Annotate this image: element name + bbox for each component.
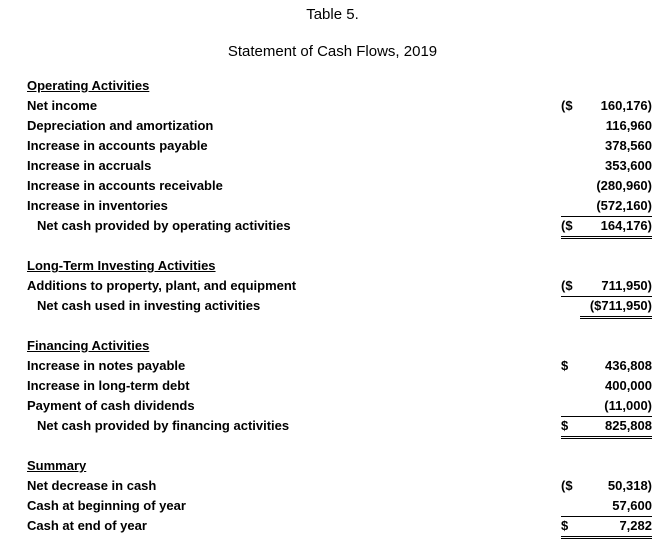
row-amount xyxy=(561,478,652,496)
row-amount xyxy=(561,178,652,196)
table-row xyxy=(0,378,665,398)
row-label: Additions to property, plant, and equipment xyxy=(27,278,297,293)
row-amount xyxy=(561,358,652,376)
table-row xyxy=(0,478,665,498)
amount-value: 160,176) xyxy=(600,98,652,113)
row-label: Increase in inventories xyxy=(27,198,168,213)
row-label: Payment of cash dividends xyxy=(27,398,195,413)
table-row xyxy=(0,138,665,158)
section-heading-row xyxy=(0,258,665,278)
row-label: Cash at beginning of year xyxy=(27,498,186,513)
total-amount xyxy=(561,518,652,539)
row-amount xyxy=(561,118,652,136)
row-amount-underlined xyxy=(561,398,652,417)
total-label: Net cash provided by operating activities xyxy=(37,218,291,233)
currency-symbol: $ xyxy=(561,518,569,533)
currency-symbol: $ xyxy=(561,418,569,433)
amount-value: 164,176) xyxy=(600,218,652,233)
section-heading: Long-Term Investing Activities xyxy=(27,258,216,273)
row-label: Increase in accounts receivable xyxy=(27,178,223,193)
currency-symbol: ($ xyxy=(561,98,573,113)
row-label: Cash at end of year xyxy=(27,518,147,533)
row-label: Increase in notes payable xyxy=(27,358,186,373)
row-amount-underlined xyxy=(561,278,652,297)
amount-value: (572,160) xyxy=(596,198,652,213)
table-row xyxy=(0,518,665,538)
currency-symbol: ($ xyxy=(561,218,573,233)
row-label: Net decrease in cash xyxy=(27,478,157,493)
section-heading: Operating Activities xyxy=(27,78,150,93)
row-amount-underlined xyxy=(561,198,652,217)
table-row xyxy=(0,398,665,418)
row-label: Increase in accounts payable xyxy=(27,138,208,153)
amount-value: (11,000) xyxy=(604,398,652,413)
row-label: Depreciation and amortization xyxy=(27,118,214,133)
section-heading-row xyxy=(0,458,665,478)
table-row xyxy=(0,98,665,118)
amount-value: 353,600 xyxy=(605,158,652,173)
amount-value: ($711,950) xyxy=(589,298,652,313)
amount-value: 400,000 xyxy=(605,378,652,393)
amount-value: 378,560 xyxy=(605,138,652,153)
amount-value: (280,960) xyxy=(596,178,652,193)
row-amount xyxy=(561,378,652,396)
row-label: Increase in long-term debt xyxy=(27,378,190,393)
section-heading-row xyxy=(0,338,665,358)
row-label: Increase in accruals xyxy=(27,158,152,173)
table-row xyxy=(0,358,665,378)
total-label: Net cash provided by financing activities xyxy=(37,418,290,433)
currency-symbol: $ xyxy=(561,358,569,373)
amount-value: 57,600 xyxy=(612,498,652,513)
total-label: Net cash used in investing activities xyxy=(37,298,261,313)
currency-symbol: ($ xyxy=(561,278,573,293)
amount-value: 50,318) xyxy=(607,478,652,493)
row-amount xyxy=(561,138,652,156)
table-number: Table 5. xyxy=(306,6,359,23)
section-heading-row xyxy=(0,78,665,98)
table-row xyxy=(0,178,665,198)
section-heading: Financing Activities xyxy=(27,338,150,353)
table-row xyxy=(0,158,665,178)
row-amount-underlined xyxy=(561,498,652,517)
total-amount xyxy=(561,418,652,439)
row-label: Net income xyxy=(27,98,98,113)
amount-value: 825,808 xyxy=(605,418,652,433)
table-row xyxy=(0,498,665,518)
section-heading: Summary xyxy=(27,458,87,473)
amount-value: 116,960 xyxy=(605,118,652,133)
row-amount xyxy=(561,158,652,176)
amount-value: 711,950) xyxy=(601,278,652,293)
statement-title: Statement of Cash Flows, 2019 xyxy=(227,43,438,60)
total-amount xyxy=(561,218,652,239)
total-row xyxy=(0,218,665,238)
table-row xyxy=(0,278,665,298)
currency-symbol: ($ xyxy=(561,478,573,493)
amount-value: 7,282 xyxy=(619,518,652,533)
total-row xyxy=(0,298,665,318)
row-amount xyxy=(561,98,652,116)
amount-value: 436,808 xyxy=(605,358,652,373)
total-row xyxy=(0,418,665,438)
table-row xyxy=(0,198,665,218)
total-amount xyxy=(580,298,652,319)
table-row xyxy=(0,118,665,138)
